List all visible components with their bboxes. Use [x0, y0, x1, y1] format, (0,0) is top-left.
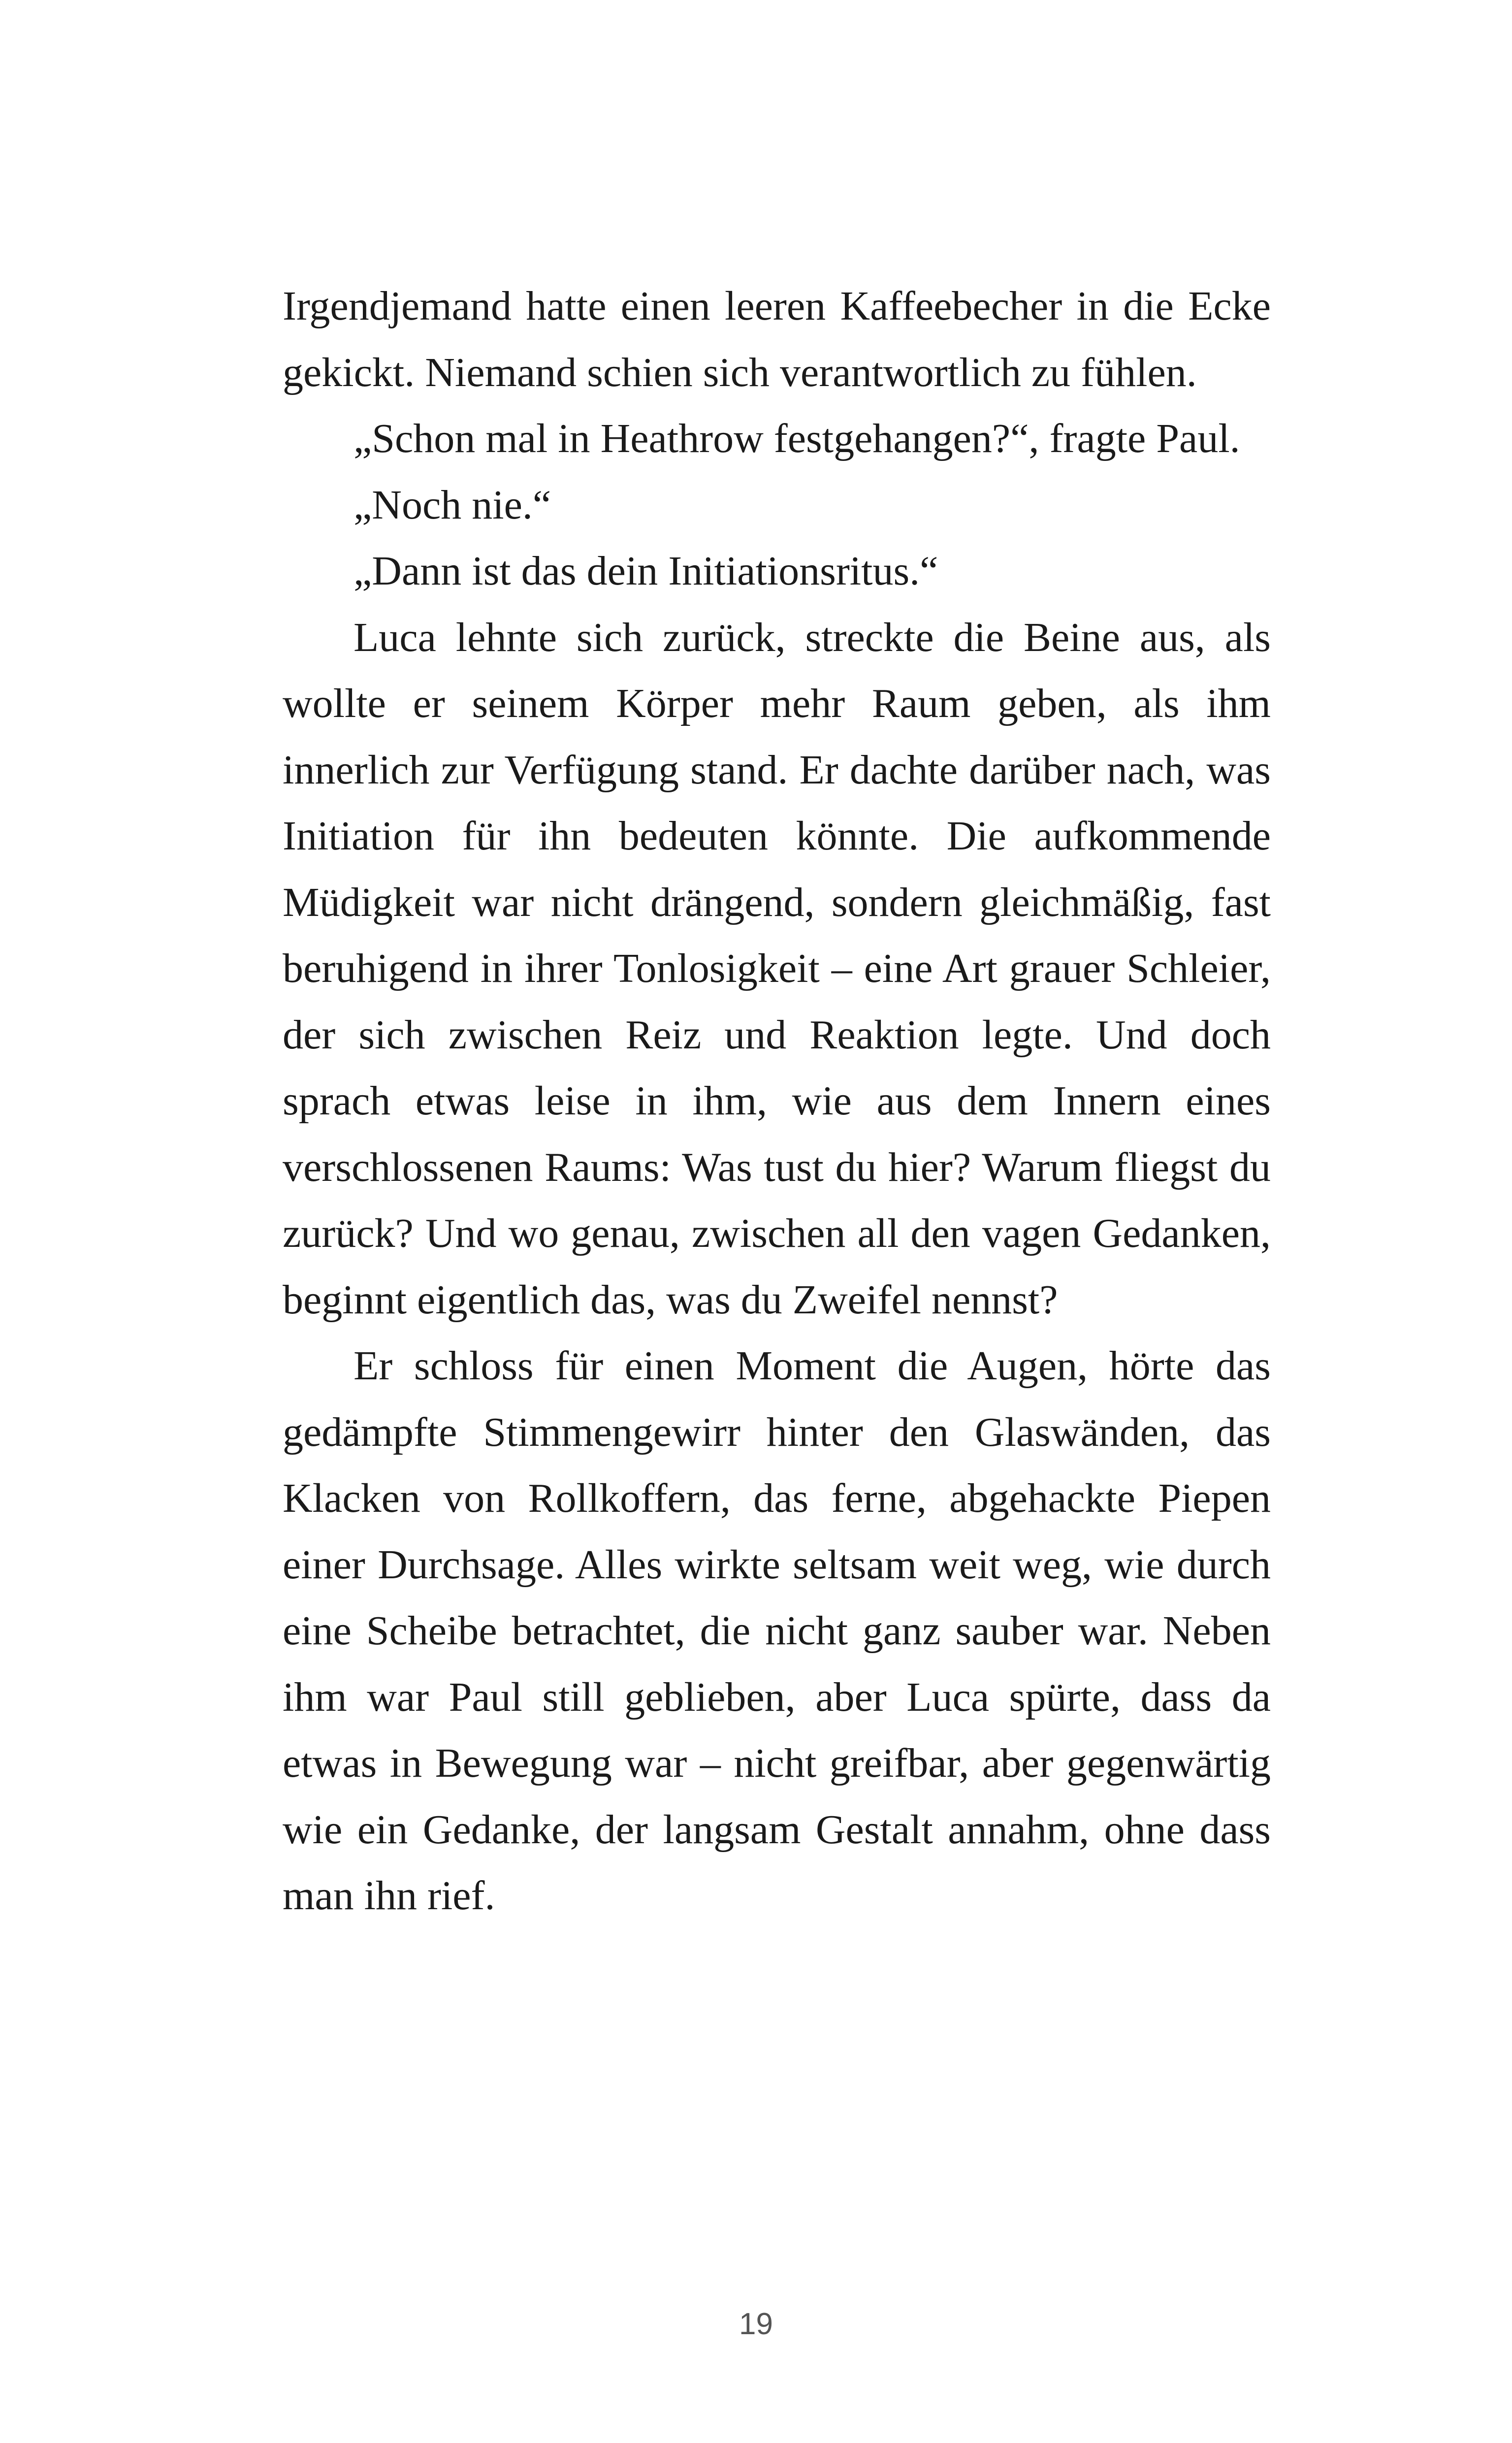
paragraph: Er schloss für einen Moment die Augen, hörte das gedämpfte Stimmengewirr hinter den Glaswänden, das Klacken von Rollkoffern, das ferne, abgehackte Piepen einer Durchsage. Alles wirkte seltsam weit weg, wie durch eine Scheibe betrachtet, die nicht ganz sauber war. Neben ihm war Paul still geblieben, aber Luca spürte, dass da etwas in Bewegung war – nicht greifbar, aber gegenwärtig wie ein Gedanke, der langsam Gestalt annahm, ohne dass man ihn rief. — [283, 1343, 1271, 1919]
paragraph: Luca lehnte sich zurück, streckte die Beine aus, als wollte er seinem Körper mehr Raum geben, als ihm innerlich zur Verfügung stand. Er dachte darüber nach, was Initiation für ihn bedeuten könnte. Die aufkommende Müdigkeit war nicht drängend, sondern gleichmäßig, fast beruhigend in ihrer Tonlosigkeit – eine Art grauer Schleier, der sich zwischen Reiz und Reaktion legte. Und doch sprach etwas leise in ihm, wie aus dem Innern eines verschlossenen Raums: Was tust du hier? Warum fliegst du zurück? Und wo genau, zwischen all den vagen Gedanken, beginnt eigentlich das, was du Zweifel nennst? — [283, 614, 1271, 1323]
paragraph: „Noch nie.“ — [354, 482, 551, 528]
paragraph: Irgendjemand hatte einen leeren Kaffeebecher in die Ecke gekickt. Niemand schien sich verantwortlich zu fühlen. — [283, 283, 1271, 395]
body-text — [283, 273, 1271, 1929]
page-number: 19 — [739, 2307, 773, 2341]
paragraph: „Schon mal in Heathrow festgehangen?“, fragte Paul. — [354, 416, 1240, 461]
paragraph: „Dann ist das dein Initiationsritus.“ — [354, 548, 938, 594]
